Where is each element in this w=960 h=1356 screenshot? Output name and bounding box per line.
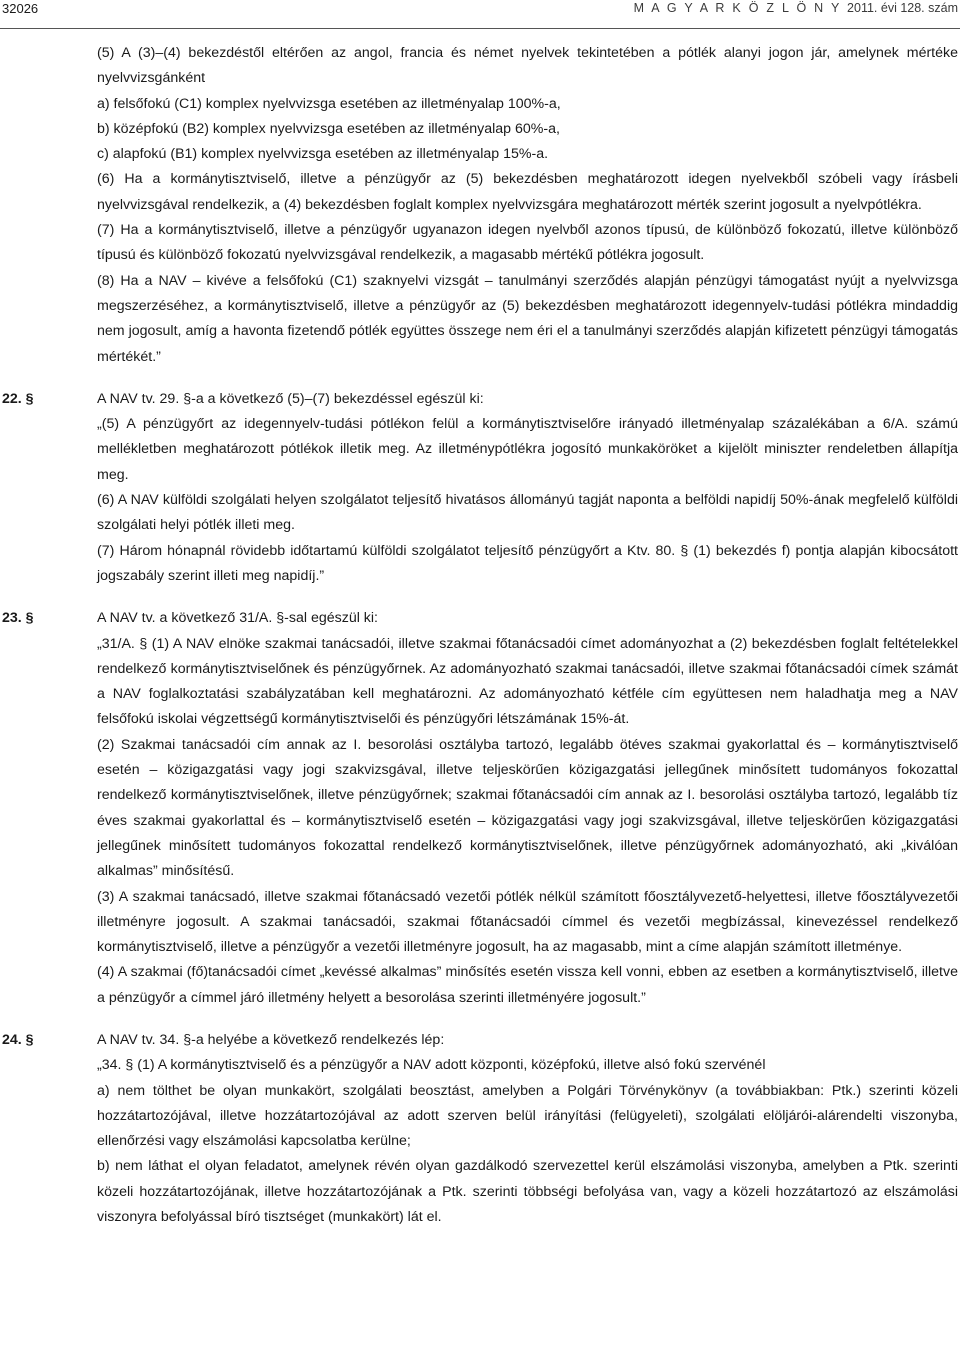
document-body [0,41,960,1230]
paragraph: (8) Ha a NAV – kivéve a felsőfokú (C1) szaknyelvi vizsgát – tanulmányi szerződés alapján pénzügyi támogatást nyújt a nyelvvizsga megszerzéséhez, a kormánytisztviselő, illetve a pénzügyőr az (5) bekezdésben meghatározott idegennyelv-tudási pótlékra mindaddig nem jogosult, amíg a havonta fizetendő pótlék együttes összege nem éri el a tanulmányi szerződés alapján kifizetett pénzügyi támogatás mértékét.” [97,272,958,365]
section-24 [0,1028,960,1230]
journal-name: M A G Y A R K Ö Z L Ö N Y [633,1,842,15]
paragraph: (4) A szakmai (fő)tanácsadói címet „kevéssé alkalmas” minősítés esetén vissza kell vonni, ebben az esetben a kormánytisztviselő, illetve a pénzügyőr a címmel járó illetmény helyett a besorolása szerinti illetményére jogosult.” [97,964,958,1006]
paragraph: (6) Ha a kormánytisztviselő, illetve a pénzügyőr az (5) bekezdésben meghatározott idegen nyelvekből szóbeli vagy írásbeli nyelvvizsgával rendelkezik, a (4) bekezdésben foglalt komplex nyelvvizsgára meghatározott mérték szerint jogosult a nyelvpótlékra. [97,171,958,213]
page-header [0,0,960,29]
paragraph: „(5) A pénzügyőrt az idegennyelv-tudási pótlékon felül a kormánytisztviselőre irányadó illetményalap százalékában a 6/A. számú mellékletben meghatározott pótlékok illetik meg. Az illetménypótlékra jogosító munkaköröket a kijelölt miniszter rendeletben állapítja meg. [97,416,958,483]
list-item-a: a) nem tölthet be olyan munkakört, szolgálati beosztást, amelyben a Polgári Törvénykönyv (a továbbiakban: Ptk.) szerinti közeli hozzátartozójával, illetve hozzátartozójával az adott szerven belül irányítási (felügyeleti), szolgálati elöljárói-alárendelti viszonyba, ellenőrzési vagy elszámolási kapcsolatba kerülne; [97,1082,958,1150]
paragraph: (6) A NAV külföldi szolgálati helyen szolgálatot teljesítő hivatásos állományú tagját naponta a belföldi napidíj 50%-ának megfelelő külföldi szolgálati helyi pótlék illeti meg. [97,492,958,534]
list-item-c: c) alapfokú (B1) komplex nyelvvizsga esetében az illetményalap 15%-a. [97,146,549,163]
section-number: 22. § [2,390,34,407]
section-number: 23. § [2,610,34,627]
section-title: A NAV tv. 29. §-a a következő (5)–(7) bekezdéssel egészül ki: [97,390,484,407]
section-number: 24. § [2,1031,34,1048]
list-item-b: b) nem láthat el olyan feladatot, amelynek révén olyan gazdálkodó szervezettel kerül elszámolási viszonyba, amelyben a Ptk. szerinti közeli hozzátartozójának, illetve hozzátartozójának a Ptk. szerinti többségi befolyása van, vagy a közeli hozzátartozó az elszámolási viszonyra befolyással bíró tisztséget (munkakört) lát el. [97,1158,958,1226]
paragraph: „34. § (1) A kormánytisztviselő és a pénzügyőr a NAV adott központi, középfokú, illetve alsó fokú szervénél [97,1057,766,1074]
paragraph: (5) A (3)–(4) bekezdéstől eltérően az angol, francia és német nyelvek tekintetében a pótlék alanyi jogon jár, amelynek mértéke nyelvvizsgánként [97,45,958,87]
section-title: A NAV tv. a következő 31/A. §-sal egészül ki: [97,610,378,627]
paragraph: (7) Három hónapnál rövidebb időtartamú külföldi szolgálatot teljesítő pénzügyőrt a Ktv. 80. § (1) bekezdés f) pontja alapján kibocsátott jogszabály szerint illeti meg napidíj.” [97,542,958,584]
list-item-b: b) középfokú (B2) komplex nyelvvizsga esetében az illetményalap 60%-a, [97,120,560,137]
paragraph: (3) A szakmai tanácsadó, illetve szakmai főtanácsadó vezetői pótlék nélkül számított főosztályvezető-helyettesi, illetve főosztályvezetői illetményre jogosult. A szakmai tanácsadói, szakmai főtanácsadói címmel és vezetői megbízással, kinevezéssel rendelkező kormánytisztviselő, illetve a pénzügyőr a vezetői illetményre jogosult, ha az magasabb, mint a címe alapján számított illetménye. [97,888,958,956]
section-title: A NAV tv. 34. §-a helyébe a következő rendelkezés lép: [97,1031,445,1048]
issue-info: 2011. évi 128. szám [847,1,958,15]
paragraph: (2) Szakmai tanácsadói cím annak az I. besorolási osztályba tartozó, legalább ötéves szakmai gyakorlattal és – kormánytisztviselő esetén – közigazgatási vagy jogi szakvizsgával, illetve teljeskörűen közigazgatási jellegűnek minősített tudományos fokozattal rendelkező kormánytisztviselőnek, illetve pénzügyőrnek; szakmai főtanácsadói cím annak az I. besorolási osztályba tartozó, legalább tíz éves szakmai gyakorlattal és – kormánytisztviselő esetén – közigazgatási vagy jogi szakvizsgával, illetve teljeskörűen közigazgatási jellegűnek minősített tudományos fokozattal rendelkező kormánytisztviselőnek, illetve pénzügyőrnek adományozható, aki „kiválóan alkalmas” minősítésű. [97,736,958,880]
section-22 [0,387,960,589]
section-23 [0,606,960,1011]
list-item-a: a) felsőfokú (C1) komplex nyelvvizsga esetében az illetményalap 100%-a, [97,95,561,112]
journal-title [634,1,958,15]
paragraph: (7) Ha a kormánytisztviselő, illetve a pénzügyőr ugyanazon idegen nyelvből azonos típusú, de különböző fokozatú, illetve különböző típusú és különböző fokozatú nyelvvizsgával rendelkezik, a magasabb mértékű pótlékra jogosult. [97,222,958,264]
paragraph: „31/A. § (1) A NAV elnöke szakmai tanácsadói, illetve szakmai főtanácsadói címet adományozhat a (2) bekezdésben foglalt feltételekkel rendelkező kormánytisztviselőnek és pénzügyőrnek. Az adományozható szakmai tanácsadói, illetve szakmai főtanácsadói címek számát a NAV foglalkoztatási szabályzatában kell meghatározni. Az adományozható kétféle cím együttesen nem haladhatja meg a NAV felsőfokú iskolai végzettségű kormánytisztviselői és pénzügyőri létszámának 15%-át. [97,635,958,728]
page-number: 32026 [2,1,39,16]
